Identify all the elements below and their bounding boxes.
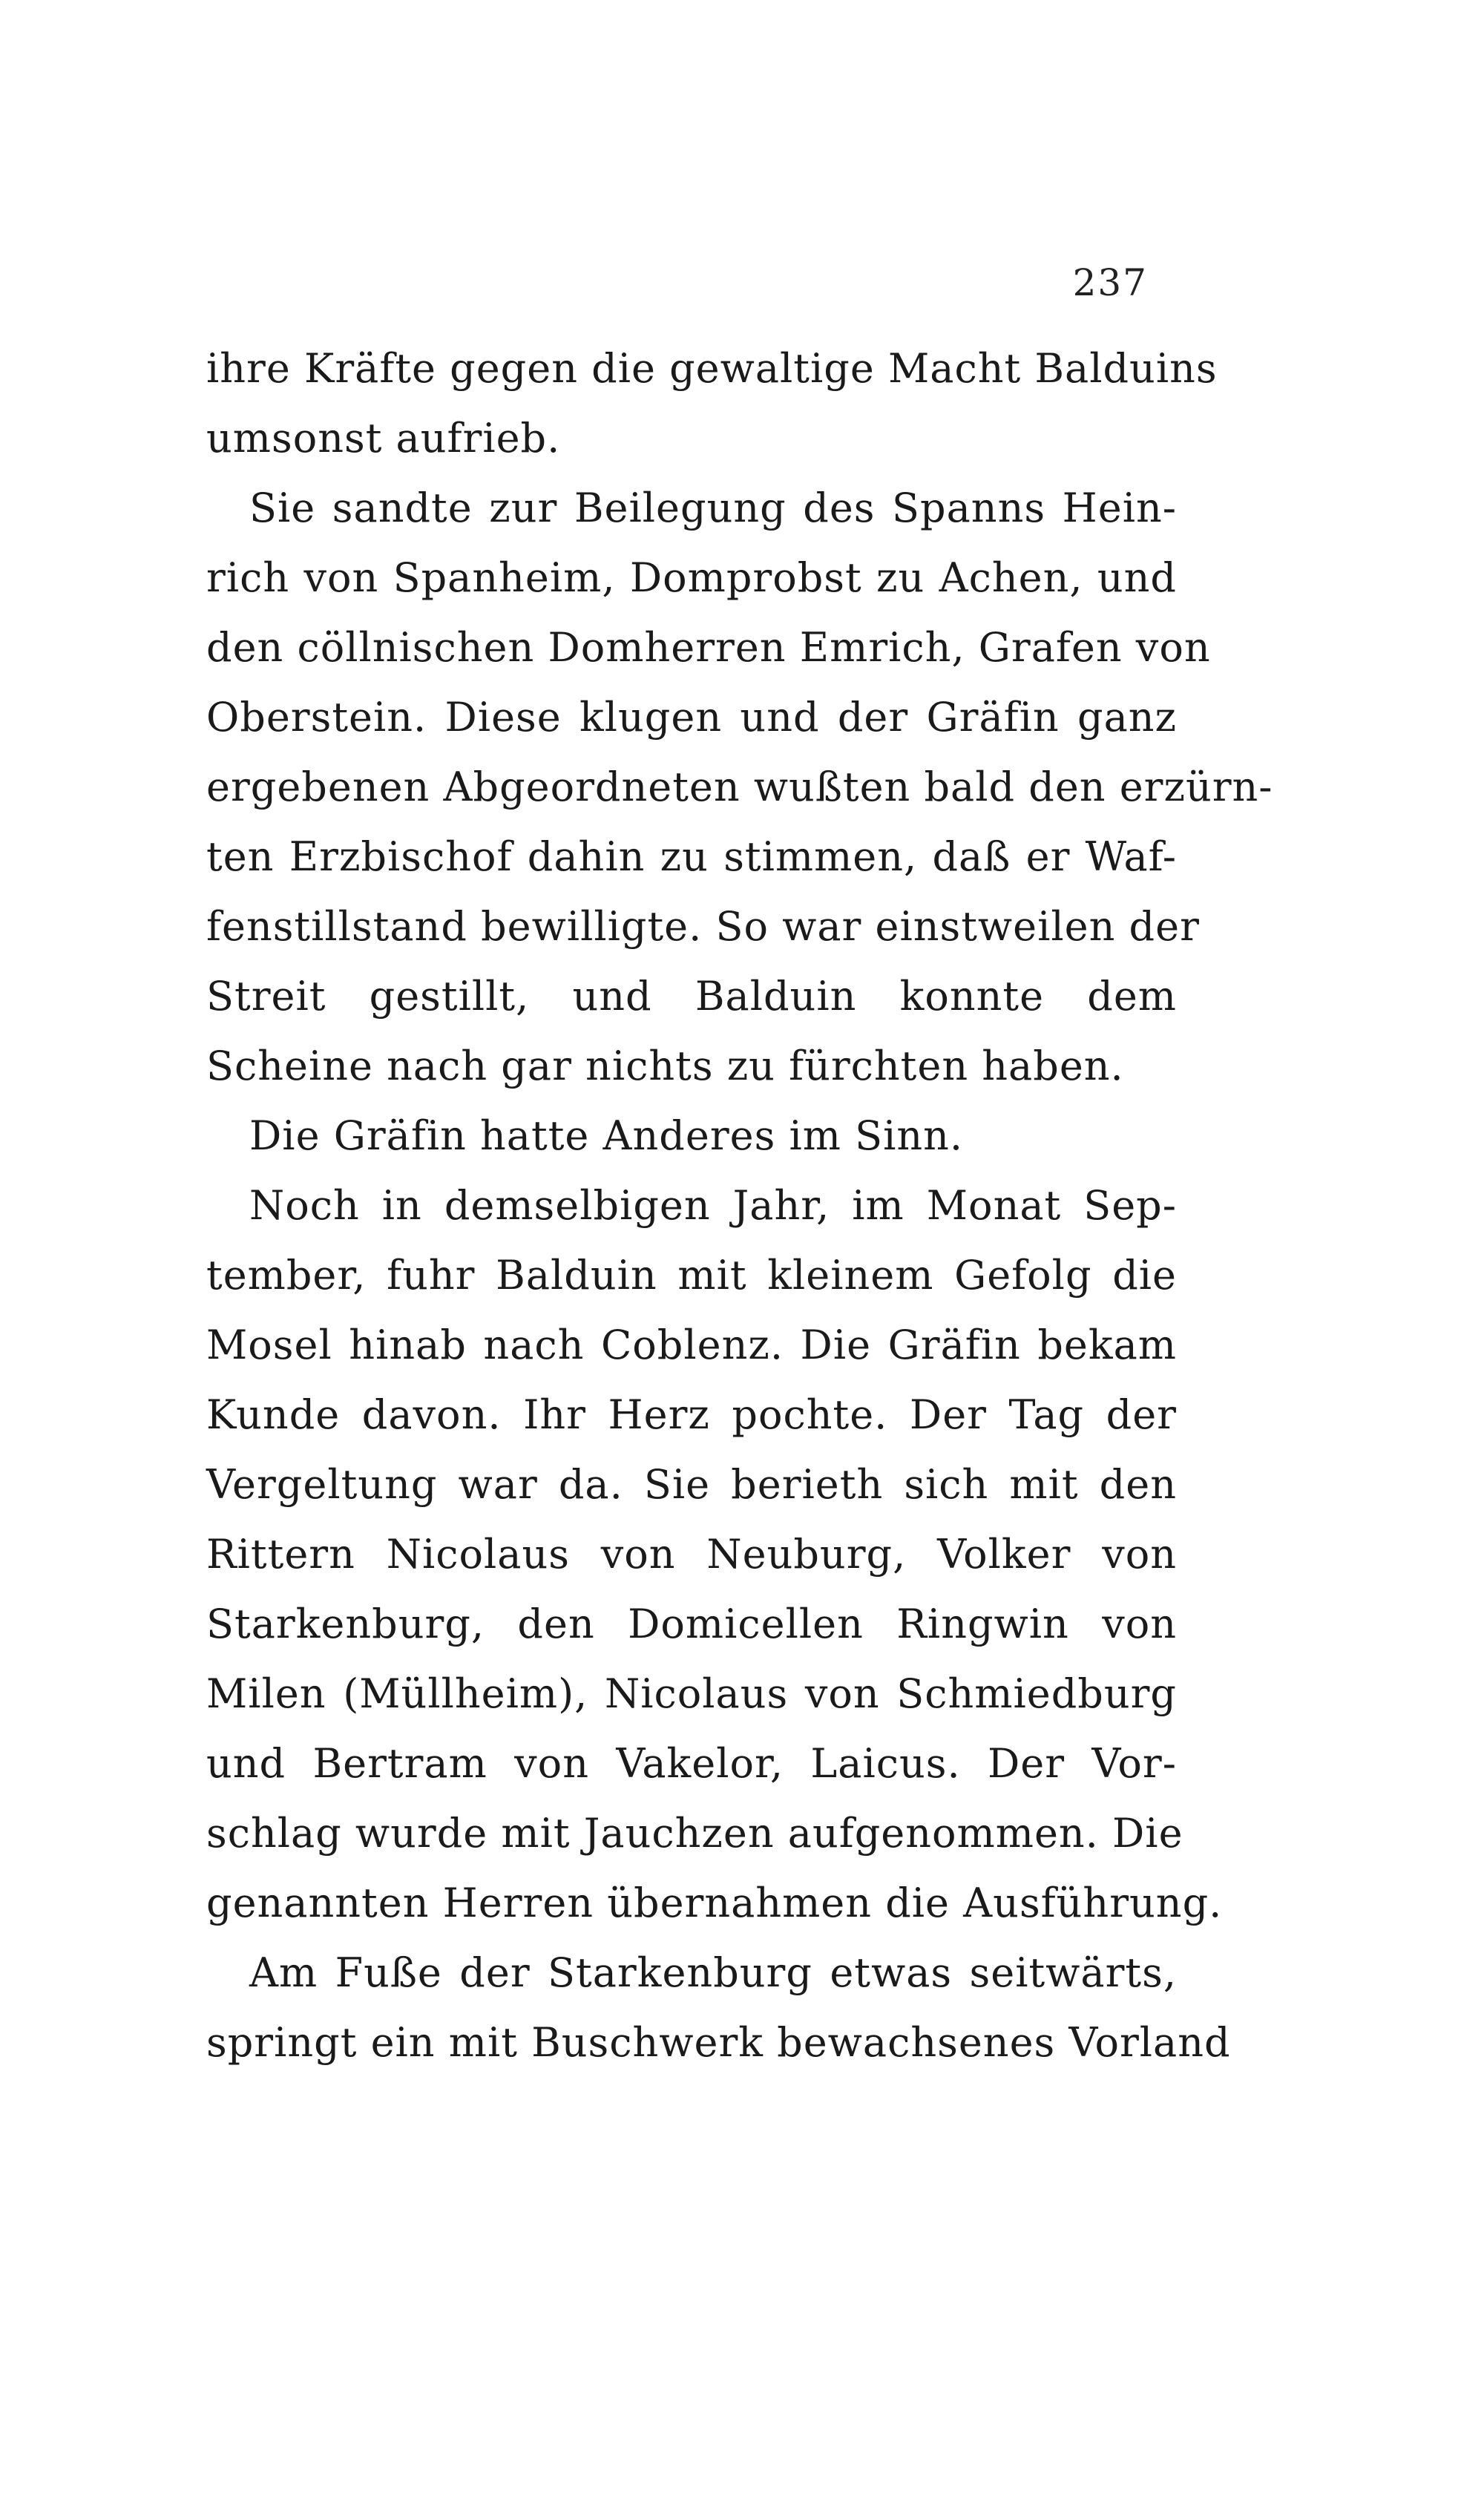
text-line: ergebenen Abgeordneten wußten bald den erzürn-: [206, 764, 1273, 810]
text-line: Streit gestillt, und Balduin konnte dem: [206, 973, 1177, 1020]
text-line: tember, fuhr Balduin mit kleinem Gefolg die: [206, 1252, 1177, 1299]
text-line: Noch in demselbigen Jahr, im Monat Sep-: [249, 1182, 1177, 1229]
text-line: Starkenburg, den Domicellen Ringwin von: [206, 1601, 1177, 1647]
page-number: 237: [1072, 261, 1148, 304]
text-line: und Bertram von Vakelor, Laicus. Der Vor-: [206, 1740, 1177, 1787]
text-line: fenstillstand bewilligte. So war einstweilen der: [206, 903, 1200, 950]
text-line: Vergeltung war da. Sie berieth sich mit den: [206, 1461, 1177, 1508]
body-text: [206, 334, 1273, 2078]
text-line: Die Gräfin hatte Anderes im Sinn.: [249, 1112, 964, 1159]
text-line: umsonst aufrieb.: [206, 415, 561, 462]
text-line: schlag wurde mit Jauchzen aufgenommen. Die: [206, 1810, 1183, 1857]
text-line: Sie sandte zur Beilegung des Spanns Hein-: [249, 485, 1177, 531]
text-line: Scheine nach gar nichts zu fürchten haben.: [206, 1043, 1124, 1089]
text-line: den cöllnischen Domherren Emrich, Grafen von: [206, 624, 1211, 671]
text-line: genannten Herren übernahmen die Ausführung.: [206, 1880, 1223, 1926]
text-line: Am Fuße der Starkenburg etwas seitwärts,: [249, 1949, 1177, 1996]
text-line: Milen (Müllheim), Nicolaus von Schmiedburg: [206, 1670, 1177, 1717]
text-line: Kunde davon. Ihr Herz pochte. Der Tag der: [206, 1391, 1177, 1438]
text-line: Rittern Nicolaus von Neuburg, Volker von: [206, 1531, 1177, 1578]
text-line: springt ein mit Buschwerk bewachsenes Vorland: [206, 2019, 1231, 2066]
text-line: ten Erzbischof dahin zu stimmen, daß er Waf-: [206, 833, 1177, 880]
text-line: Mosel hinab nach Coblenz. Die Gräfin bekam: [206, 1322, 1177, 1368]
text-line: rich von Spanheim, Domprobst zu Achen, und: [206, 554, 1177, 601]
text-line: ihre Kräfte gegen die gewaltige Macht Balduins: [206, 345, 1218, 392]
text-line: Oberstein. Diese klugen und der Gräfin ganz: [206, 694, 1177, 741]
